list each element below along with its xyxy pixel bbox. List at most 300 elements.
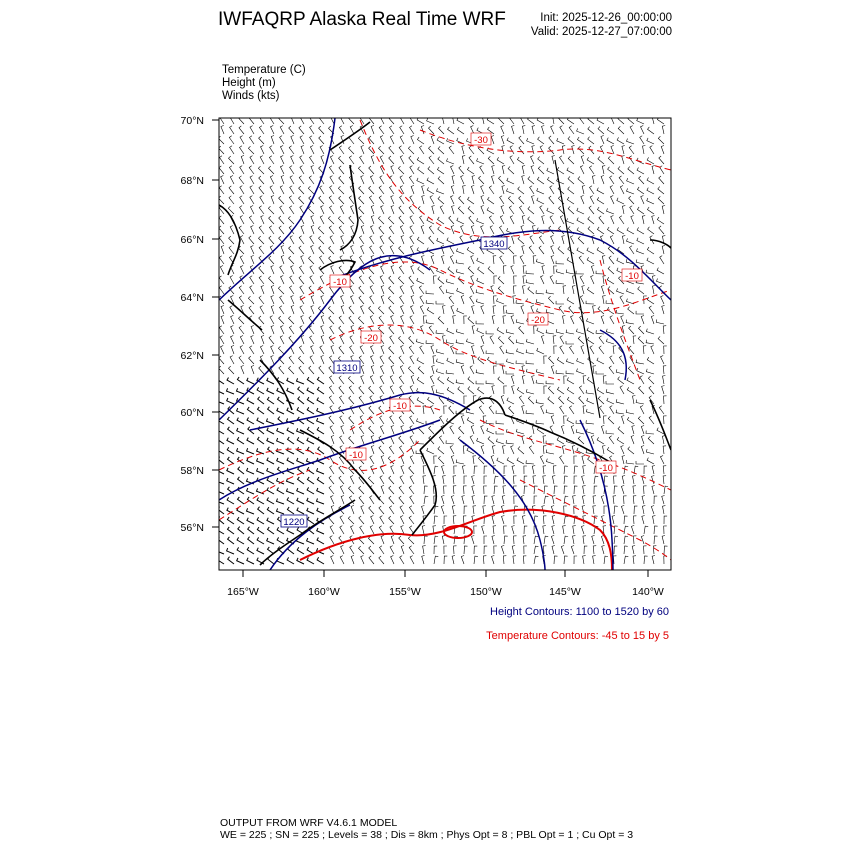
wind-barb (411, 445, 414, 454)
wind-barb (380, 276, 384, 285)
wind-barb (636, 259, 644, 264)
wind-barb (523, 286, 526, 295)
wind-barb (551, 126, 554, 135)
wind-barb (379, 446, 384, 454)
wind-barb (461, 415, 464, 424)
wind-barb (270, 316, 274, 324)
wind-barb (330, 206, 335, 214)
wind-barb (624, 536, 628, 544)
wind-barb (593, 556, 596, 564)
wind-barb (297, 458, 304, 464)
wind-barb (628, 167, 634, 174)
wind-barb (361, 145, 364, 154)
wind-barb (400, 286, 404, 295)
wind-barb (591, 275, 594, 284)
wind-barb (378, 306, 384, 314)
wind-barb (237, 537, 244, 544)
wind-barb (622, 456, 625, 465)
wind-barb (450, 246, 454, 254)
wind-barb (330, 376, 335, 384)
wind-barb (317, 418, 324, 424)
wind-barb (349, 156, 354, 164)
wind-barb (339, 166, 344, 174)
wind-barb (389, 286, 394, 294)
wind-barb (534, 556, 538, 564)
lon-label: 150°W (470, 586, 502, 598)
wind-barb (219, 256, 224, 264)
wind-barb (571, 316, 575, 325)
wind-barb (551, 535, 554, 544)
wind-barb (461, 556, 464, 565)
wind-barb (391, 536, 394, 545)
wind-barb (641, 126, 645, 135)
wind-barb (259, 126, 264, 134)
wind-barb (311, 245, 314, 254)
wind-barb (289, 366, 295, 374)
wind-barb (390, 546, 394, 554)
wind-barb (481, 226, 484, 235)
wind-barb (227, 497, 234, 504)
wind-barb (468, 266, 474, 274)
wind-barb (300, 156, 304, 164)
wind-barb (619, 356, 624, 364)
wind-barb (370, 296, 374, 304)
wind-barb (351, 325, 354, 334)
wind-barb (580, 166, 584, 175)
wind-barb (564, 476, 568, 484)
wind-barb (569, 126, 574, 134)
wind-barb (280, 266, 284, 274)
wind-barb (251, 336, 254, 345)
wind-barb (438, 217, 445, 224)
wind-barb (237, 388, 245, 394)
wind-barb (287, 557, 294, 564)
wind-barb (219, 186, 224, 194)
wind-barb (287, 478, 295, 484)
wind-barb (429, 236, 434, 244)
wind-barb (390, 336, 394, 344)
wind-barb (497, 458, 504, 464)
wind-barb (461, 225, 464, 234)
wind-barb (536, 420, 544, 424)
wind-barb (339, 156, 345, 164)
wind-barb (289, 146, 294, 154)
wind-barb (340, 416, 344, 424)
wind-barb (420, 216, 424, 224)
wind-barb (556, 329, 564, 334)
wind-barb (388, 216, 394, 224)
wind-barb (586, 409, 594, 414)
wind-barb (349, 436, 354, 444)
wind-barb (370, 316, 374, 325)
wind-barb (613, 556, 616, 564)
wind-barb (647, 157, 654, 164)
wind-barb (524, 486, 527, 494)
wind-barb (431, 345, 434, 354)
wind-barb (287, 428, 294, 434)
wind-barb (622, 326, 625, 335)
wind-barb (422, 195, 425, 204)
wind-barb (552, 156, 555, 165)
wind-barb (400, 386, 404, 394)
wind-barb (307, 438, 314, 444)
wind-barb (280, 336, 284, 344)
wind-barb (217, 408, 224, 415)
wind-barb (429, 126, 435, 134)
wind-barb (299, 246, 304, 254)
wind-barb (319, 116, 324, 124)
wind-barb (512, 526, 515, 535)
wind-barb (622, 206, 625, 214)
wind-barb (321, 206, 324, 215)
wind-barb (564, 516, 568, 524)
wind-barb (317, 508, 324, 514)
wind-barb (380, 366, 384, 375)
wind-barb (297, 447, 304, 454)
wind-barb (588, 217, 594, 224)
wind-barb (381, 485, 384, 494)
wind-barb (341, 496, 344, 505)
wind-barb (340, 436, 344, 444)
field-label-temperature: Temperature (C) (222, 64, 306, 76)
wind-barb (469, 146, 474, 154)
wind-barb (379, 226, 384, 234)
wind-barb (399, 246, 404, 254)
wind-barb (341, 236, 344, 245)
wind-barb (380, 386, 384, 394)
wind-barb (310, 156, 315, 164)
wind-barb (457, 127, 464, 134)
wind-barb (411, 296, 414, 305)
wind-barb (389, 156, 394, 164)
wind-barb (506, 359, 514, 364)
wind-barb (591, 265, 594, 274)
wind-barb (528, 396, 534, 404)
wind-barb (371, 346, 375, 355)
wind-barb (531, 166, 534, 175)
wind-barb (491, 455, 494, 464)
wind-barb (511, 375, 514, 384)
wind-barb (540, 146, 544, 155)
wind-barb (240, 196, 244, 204)
wind-barb (522, 216, 525, 225)
wind-barb (369, 266, 374, 274)
wind-barb (469, 116, 475, 124)
wind-barb (239, 126, 244, 134)
lat-label: 60°N (180, 407, 204, 419)
longitude-axis (227, 570, 664, 598)
wind-barb (340, 526, 344, 534)
wind-barb (277, 458, 284, 464)
wind-barb (271, 285, 274, 294)
wind-barb (607, 447, 614, 454)
wind-barb (280, 126, 284, 134)
wind-barb (259, 316, 264, 324)
wind-barb (506, 440, 514, 444)
wind-barb (450, 256, 454, 265)
wind-barb (627, 228, 634, 235)
wind-barb (488, 197, 495, 204)
wind-barb (217, 488, 224, 494)
wind-barb (249, 166, 254, 174)
wind-barb (513, 476, 516, 484)
wind-barb (268, 407, 274, 414)
wind-barb (547, 208, 554, 214)
wind-barb (500, 216, 504, 225)
wind-barb (514, 536, 517, 544)
wind-barb (271, 136, 274, 145)
wind-barb (380, 356, 384, 364)
wind-barb (642, 216, 645, 224)
wind-barb (637, 207, 644, 214)
wind-barb (648, 376, 654, 384)
wind-barb (291, 156, 294, 165)
wind-barb (228, 527, 235, 534)
wind-barb (457, 218, 464, 224)
wind-barb (537, 328, 544, 334)
wind-barb (380, 376, 384, 385)
wind-barb (503, 316, 506, 324)
wind-barb (360, 116, 364, 124)
wind-barb (554, 486, 558, 494)
wind-barb (608, 156, 614, 164)
wind-barb (420, 146, 425, 154)
wind-barb (638, 336, 644, 344)
wind-barb (624, 516, 628, 524)
wind-barb (660, 256, 664, 264)
wind-barb (267, 378, 274, 384)
wind-barb (599, 406, 604, 414)
wind-barb (553, 116, 556, 125)
wind-barb (520, 116, 524, 124)
wind-barb (331, 435, 334, 444)
wind-barb (510, 156, 514, 164)
wind-barb (516, 361, 524, 365)
wind-barb (488, 437, 494, 445)
wind-barb (380, 546, 385, 554)
wind-barb (371, 446, 374, 455)
wind-barb (329, 196, 334, 204)
wind-barb (617, 288, 625, 294)
wind-barb (370, 236, 374, 244)
wind-barb (369, 406, 374, 414)
height-contour-legend: Height Contours: 1100 to 1520 by 60 (490, 606, 669, 618)
wind-barb (259, 226, 264, 234)
wind-barb (359, 296, 364, 304)
wind-barb (259, 276, 264, 284)
wind-barb (548, 296, 554, 304)
wind-barb (247, 458, 254, 464)
wind-barb (281, 156, 285, 165)
wind-barb (597, 247, 604, 254)
wind-barb (291, 135, 294, 144)
wind-barb (237, 437, 244, 444)
wind-barb (513, 286, 516, 294)
wind-barb (641, 435, 644, 444)
model-info-line2: WE = 225 ; SN = 225 ; Levels = 38 ; Dis = 8km ; Phys Opt = 8 ; PBL Opt = 1 ; Cu Opt = 3 (220, 829, 634, 841)
wind-barb (219, 326, 224, 334)
wind-barb (652, 476, 655, 485)
wind-barb (569, 406, 574, 414)
wind-barb (560, 126, 564, 134)
wind-barb (287, 528, 294, 534)
wind-barb (287, 408, 294, 414)
wind-barb (249, 306, 254, 314)
wind-barb (434, 556, 438, 564)
wind-barb (287, 497, 294, 504)
wind-barb (564, 556, 568, 564)
wind-barb (359, 486, 364, 494)
wind-barb (269, 156, 274, 164)
wind-barb (459, 426, 464, 434)
wind-barb (339, 376, 344, 384)
wind-barb (584, 546, 587, 554)
wind-barb (400, 296, 404, 304)
wind-barb (604, 506, 607, 514)
wind-barb (231, 336, 235, 345)
wind-barb (618, 427, 624, 435)
wind-barb (481, 426, 484, 435)
wind-barb (268, 206, 274, 214)
wind-barb (429, 146, 435, 154)
wind-barb (652, 466, 655, 475)
wind-barb (546, 290, 554, 294)
wind-barb (381, 456, 384, 465)
wind-barb (434, 546, 437, 554)
wind-barb (409, 176, 414, 184)
wind-barb (389, 516, 394, 524)
wind-barb (467, 247, 474, 254)
wind-barb (400, 196, 404, 204)
wind-barb (391, 366, 394, 375)
wind-barb (589, 206, 594, 214)
wind-barb (607, 277, 614, 284)
wind-barb (424, 496, 428, 504)
wind-barb (370, 376, 374, 385)
wind-barb (651, 506, 654, 515)
wind-barb (607, 227, 614, 234)
wind-barb (636, 461, 644, 464)
wind-barb (512, 236, 515, 245)
wind-barb (566, 341, 574, 344)
wind-barb (279, 366, 284, 374)
wind-barb (380, 176, 384, 184)
wind-barb (401, 526, 404, 535)
wind-barb (528, 287, 534, 294)
field-label-winds: Winds (kts) (222, 90, 280, 102)
wind-barb (239, 296, 244, 304)
wind-barb (229, 136, 234, 144)
wind-barb (217, 527, 224, 534)
wind-barb (553, 466, 556, 474)
wind-barb (560, 346, 564, 354)
wind-barb (442, 465, 445, 474)
wind-barb (237, 547, 244, 554)
wind-barb (658, 196, 664, 204)
wind-barb (432, 386, 435, 395)
wind-barb (522, 126, 525, 134)
wind-barb (484, 546, 487, 554)
wind-barb (310, 336, 314, 344)
wind-barb (391, 556, 394, 565)
wind-barb (552, 476, 555, 484)
wind-barb (523, 276, 526, 284)
wind-barb (646, 449, 654, 454)
wind-barb (639, 176, 644, 184)
wind-barb (418, 167, 424, 174)
wind-barb (647, 258, 654, 264)
wind-barb (578, 236, 584, 244)
wind-barb (231, 326, 234, 335)
wind-barb (621, 446, 624, 455)
wind-barb (421, 126, 424, 135)
wind-barb (247, 398, 254, 404)
wind-barb (597, 207, 604, 214)
wind-barb (410, 316, 414, 324)
wind-barb (586, 390, 594, 394)
wind-barb (513, 556, 516, 564)
wind-barb (390, 126, 395, 134)
wind-barb (227, 478, 234, 484)
wind-barb (217, 398, 224, 404)
wind-barb (429, 326, 434, 334)
wind-barb (351, 555, 354, 564)
wind-barb (329, 386, 334, 394)
wind-barb (522, 175, 525, 184)
wind-barb (544, 496, 548, 504)
wind-barb (597, 197, 604, 204)
wind-barb (586, 420, 594, 424)
wind-barb (290, 286, 295, 294)
wind-barb (391, 266, 394, 275)
wind-barb (627, 188, 635, 194)
wind-barb (633, 486, 636, 494)
wind-barb (472, 306, 475, 315)
wind-barb (339, 476, 344, 484)
wind-barb (451, 226, 454, 235)
temperature-contour-label: -10 (599, 463, 613, 474)
wind-barb (473, 456, 476, 464)
wind-barb (319, 366, 324, 374)
wind-barb (616, 369, 624, 374)
wind-barb (278, 286, 284, 294)
wind-barb (532, 126, 535, 134)
wind-barb (580, 296, 584, 305)
wind-barb (657, 217, 664, 224)
wind-barb (573, 526, 576, 534)
wind-barb (319, 196, 324, 204)
wind-barb (448, 127, 455, 134)
wind-barb (593, 306, 596, 314)
wind-barb (597, 437, 604, 444)
wind-barb (248, 537, 254, 544)
wind-barb (229, 366, 235, 374)
wind-barb (271, 346, 274, 355)
wind-barb (307, 538, 314, 544)
wind-barb (439, 286, 444, 294)
wind-barb (409, 486, 414, 494)
wind-barb (554, 346, 557, 354)
wind-barb (258, 437, 265, 444)
wind-barb (318, 447, 324, 454)
lat-label: 56°N (180, 522, 204, 534)
wind-barb (616, 310, 624, 314)
wind-barb (627, 178, 634, 184)
wind-barb (280, 306, 285, 314)
wind-barb (301, 226, 304, 235)
wind-barb (431, 136, 434, 145)
wind-barb (462, 496, 465, 505)
